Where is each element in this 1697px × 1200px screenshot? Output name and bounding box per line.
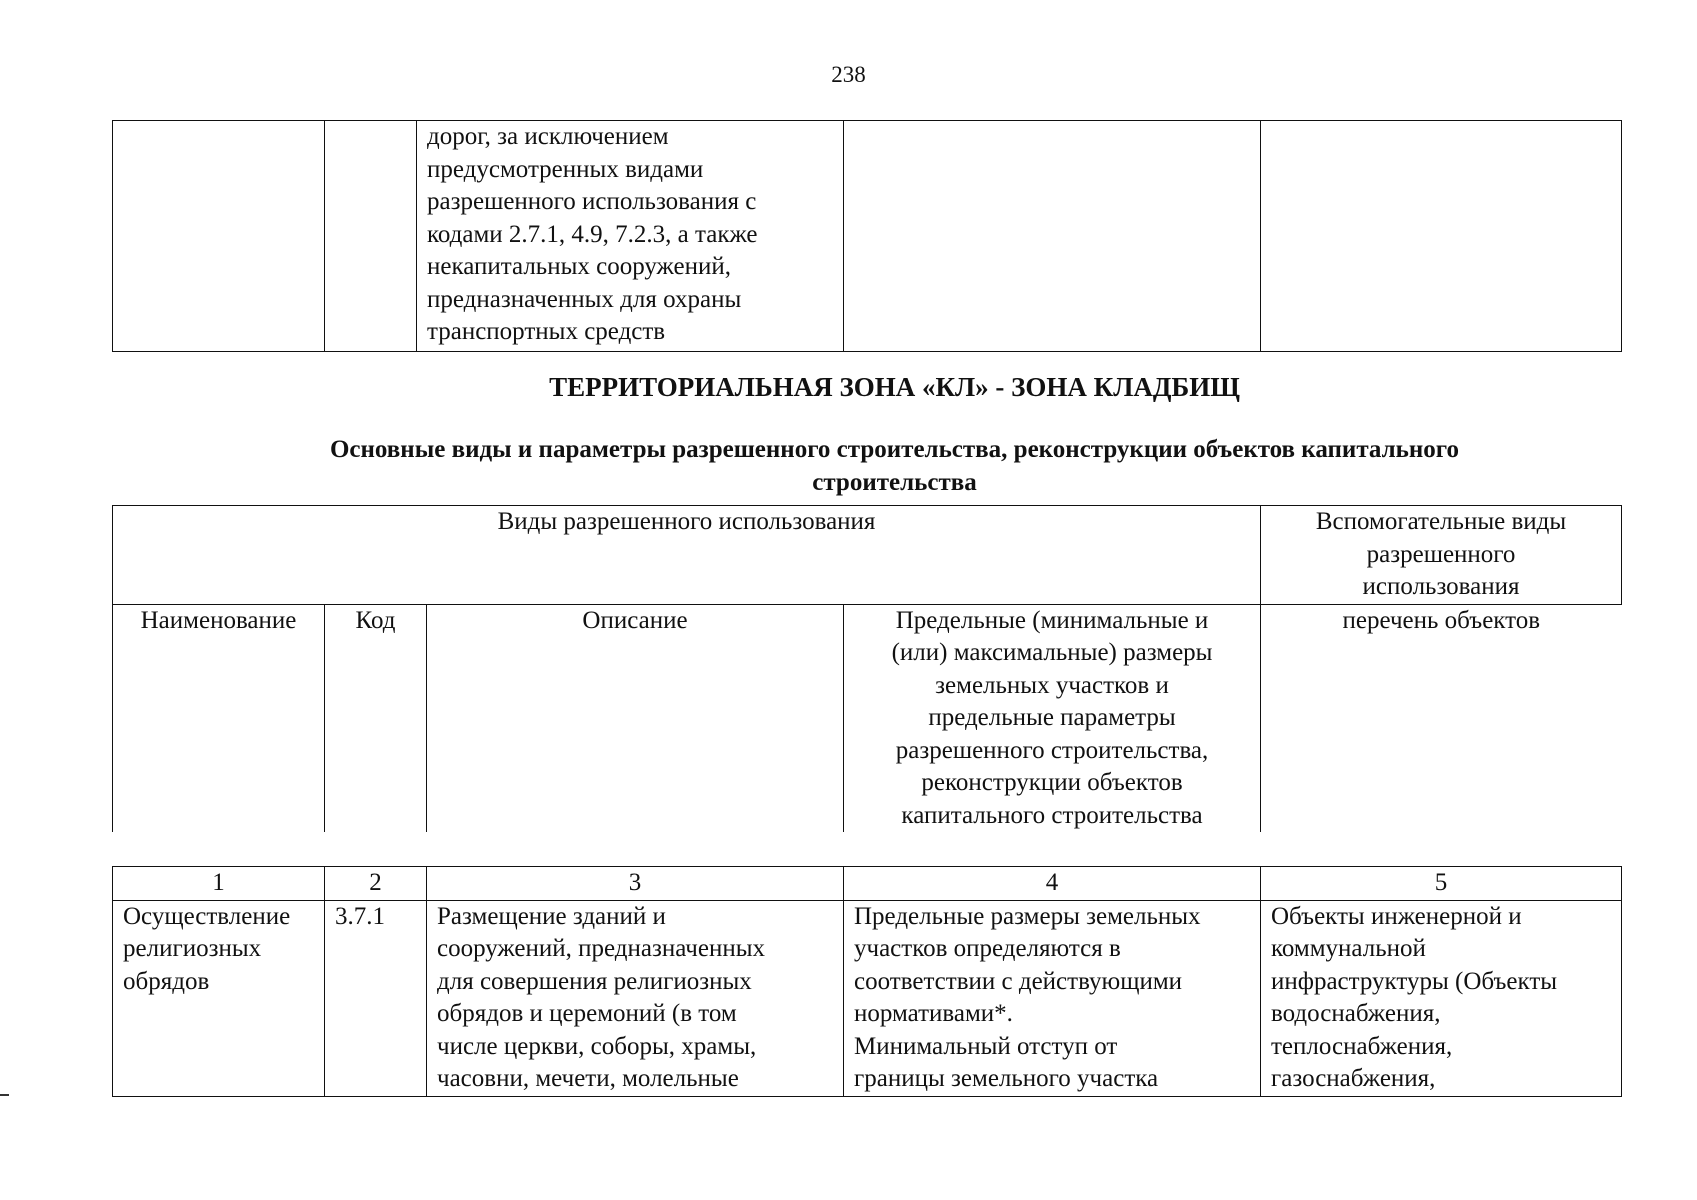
row-params-line: соответствии с действующими [854,967,1183,995]
cont-line: транспортных средств [427,318,666,345]
header-params-line: (или) максимальные) размеры [891,639,1213,666]
column-number-row [113,867,1622,901]
header-params-line: предельные параметры [928,704,1176,731]
row-objects-line: водоснабжения, [1271,1000,1441,1027]
row-objects-line: инфраструктуры (Объекты [1271,967,1558,995]
header-col-params [844,604,1261,832]
row-description-line: для совершения религиозных [437,967,752,995]
header-params-line: разрешенного строительства, [895,736,1209,764]
row-description-line: сооружений, предназначенных [437,935,766,962]
cont-line: предусмотренных видами [427,155,704,183]
table-row [113,900,1622,1096]
row-name-line: религиозных [123,935,262,962]
header-col-name-label: Наименование [140,606,297,634]
header-aux-line: разрешенного [1366,540,1516,568]
row-objects-line: коммунальной [1271,935,1426,962]
row-description-line: обрядов и церемоний (в том [437,1000,737,1027]
column-number: 4 [844,867,1261,901]
row-objects [1261,900,1622,1096]
cont-cell-objects [1261,121,1622,352]
cont-line: дорог, за исключением [427,123,669,150]
header-params-line: Предельные (минимальные и [895,606,1209,634]
cont-line: некапитальных сооружений, [427,253,731,280]
cont-cell-name [113,121,325,352]
margin-mark [0,1094,9,1096]
header-col-name [113,604,325,832]
row-description-line: часовни, мечети, молельные [437,1065,739,1092]
row-params-line: нормативами*. [854,1000,1013,1027]
row-code-value: 3.7.1 [335,902,385,930]
header-params-line: земельных участков и [935,671,1169,699]
column-number: 2 [325,867,427,901]
continuation-table [112,120,1622,352]
cont-cell-code [325,121,417,352]
column-number: 5 [1261,867,1622,901]
header-params-line: реконструкции объектов [921,769,1183,796]
section-title-line: Основные виды и параметры разрешенного строительства, реконструкции объектов капитального [329,436,1460,463]
row-params-line: Минимальный отступ от [854,1032,1118,1060]
row-name-line: Осуществление [123,902,291,930]
row-params-line: Предельные размеры земельных [854,902,1201,930]
row-objects-line: Объекты инженерной и [1271,902,1522,930]
section-title [140,433,1649,499]
column-number: 3 [427,867,844,901]
cont-line: разрешенного использования с [427,188,757,215]
header-col-objects-label: перечень объектов [1342,606,1541,634]
cont-cell-description [417,121,844,352]
header-main-group-label: Виды разрешенного использования [497,508,876,535]
header-params-line: капитального строительства [901,801,1203,829]
row-description [427,900,844,1096]
row-description-line: числе церкви, соборы, храмы, [437,1032,757,1060]
row-code [325,900,427,1096]
row-params-line: границы земельного участка [854,1065,1159,1092]
row-objects-line: теплоснабжения, [1271,1032,1453,1060]
column-number: 1 [113,867,325,901]
header-col-description [427,604,844,832]
header-aux-line: Вспомогательные виды [1315,508,1567,535]
row-params-line: участков определяются в [854,935,1121,962]
header-col-description-label: Описание [582,606,688,634]
row-objects-line: газоснабжения, [1271,1065,1436,1092]
row-name [113,900,325,1096]
page-number: 238 [831,62,866,87]
header-aux-group [1261,506,1622,605]
cont-line: предназначенных для охраны [427,285,742,313]
row-params [844,900,1261,1096]
cont-cell-params [844,121,1261,352]
header-aux-line: использования [1362,573,1520,600]
header-col-code-label: Код [355,606,396,634]
section-title-line: строительства [812,469,977,496]
header-col-objects [1261,604,1622,832]
row-name-line: обрядов [123,967,210,995]
row-description-line: Размещение зданий и [437,902,666,930]
header-main-group [113,506,1261,605]
header-table [112,505,1622,832]
header-col-code [325,604,427,832]
zone-title: ТЕРРИТОРИАЛЬНАЯ ЗОНА «КЛ» - ЗОНА КЛАДБИЩ [549,372,1240,402]
data-table [112,866,1622,1097]
cont-line: кодами 2.7.1, 4.9, 7.2.3, а также [427,220,758,248]
